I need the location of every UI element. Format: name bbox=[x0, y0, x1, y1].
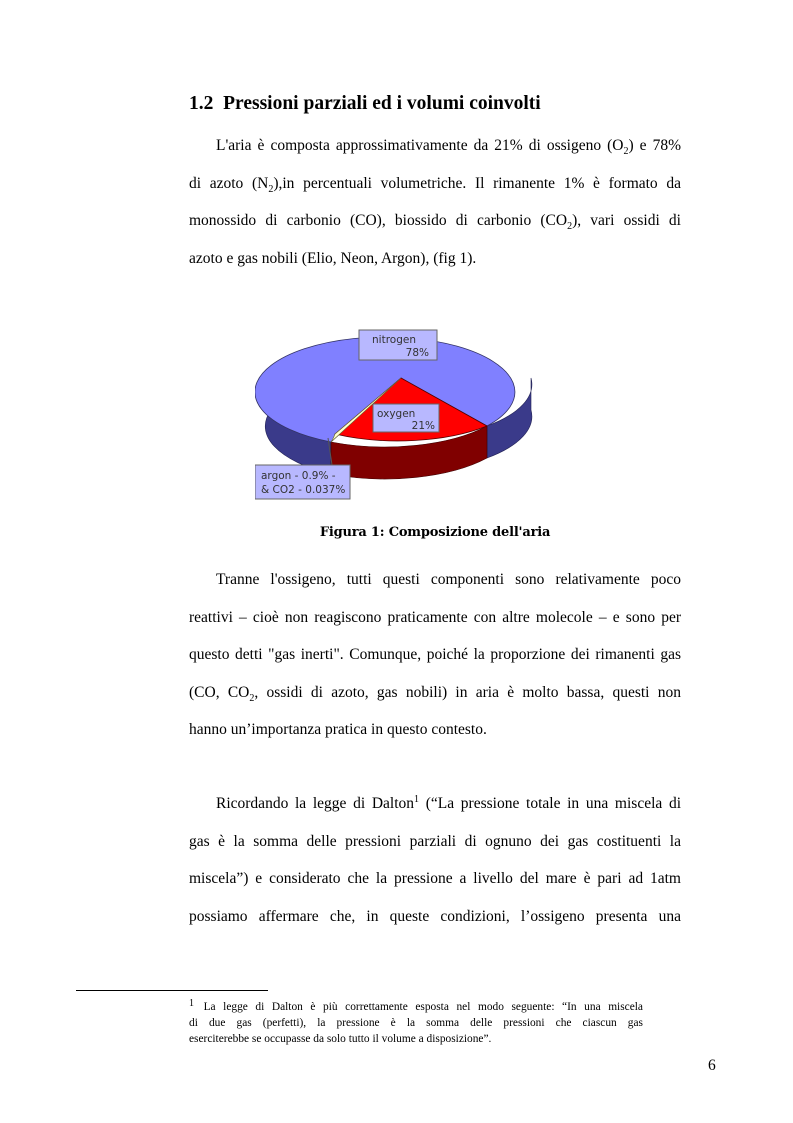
label-argon-line2: & CO2 - 0.037% bbox=[261, 484, 346, 496]
text-line: gas è la somma delle pressioni parziali di ognuno dei gas costituenti la bbox=[189, 832, 681, 850]
text-line: monossido di carbonio (CO), biossido di carbonio $(CO_2)$, vari ossidi di bbox=[189, 212, 681, 233]
label-nitrogen-value: 78% bbox=[405, 347, 429, 359]
text-line: hanno un’importanza pratica in questo contesto. bbox=[189, 721, 487, 739]
footnote-line: eserciterebbe se occupasse da solo tutto il volume a disposizione”. bbox=[189, 1033, 492, 1045]
text-line: di azoto $(N_2),in$ percentuali volumetriche. Il rimanente 1% è formato da bbox=[189, 174, 681, 195]
air-composition-pie-chart bbox=[255, 298, 555, 508]
footnote-separator bbox=[76, 990, 268, 991]
section-number: 1.2 bbox=[189, 93, 214, 114]
text-line: azoto e gas nobili (Elio, Neon, Argon), (fig 1). bbox=[189, 249, 477, 267]
text-line: L'aria è composta approssimativamente da 21% di ossigeno $(O_2)$ e 78% bbox=[216, 137, 682, 157]
text-line: Tranne l'ossigeno, tutti questi componenti sono relativamente poco bbox=[216, 571, 681, 588]
figure-caption: Figura 1: Composizione dell'aria bbox=[319, 525, 551, 540]
label-oxygen bbox=[373, 404, 439, 432]
footnote-line: di due gas (perfetti), la pressione è la somma delle pressioni che ciascun gas bbox=[189, 1017, 643, 1029]
page-number: 6 bbox=[708, 1057, 716, 1074]
text-line: miscela”) e considerato che la pressione a livello del mare è pari ad 1atm bbox=[189, 870, 681, 888]
section-title bbox=[189, 93, 541, 115]
footnote-marker: 1 bbox=[189, 998, 194, 1009]
label-argon bbox=[255, 465, 350, 499]
paragraph-composition bbox=[189, 127, 681, 277]
text-line: possiamo affermare che, in queste condizioni, l’ossigeno presenta una bbox=[189, 907, 681, 925]
paragraph-inert-gases bbox=[189, 561, 681, 749]
pie-chart-svg bbox=[255, 298, 555, 508]
label-oxygen-name: oxygen bbox=[377, 408, 416, 420]
text-line: reattivi – cioè non reagiscono praticamente con altre molecole – e sono per bbox=[189, 608, 681, 626]
label-argon-line1: argon - 0.9% - bbox=[261, 470, 336, 482]
text-line: Ricordando la legge di Dalton$^1$ (“La pressione totale in una miscela di bbox=[216, 794, 682, 812]
footnote bbox=[189, 999, 643, 1047]
label-oxygen-value: 21% bbox=[411, 420, 435, 432]
paragraph-dalton-law bbox=[189, 785, 681, 935]
label-nitrogen bbox=[359, 330, 437, 360]
label-nitrogen-name: nitrogen bbox=[372, 334, 416, 346]
text-line: questo detti "gas inerti". Comunque, poiché la proporzione dei rimanenti gas bbox=[189, 646, 681, 664]
section-title-text: Pressioni parziali ed i volumi coinvolti bbox=[223, 93, 541, 114]
footnote-line: $^1$ La legge di Dalton è più correttamente esposta nel modo seguente: “In una miscela bbox=[189, 998, 643, 1013]
footnote-reference: 1 bbox=[414, 794, 420, 805]
text-line: (CO, $CO_2$, ossidi di azoto, gas nobili) in aria è molto bassa, questi non bbox=[189, 683, 681, 704]
